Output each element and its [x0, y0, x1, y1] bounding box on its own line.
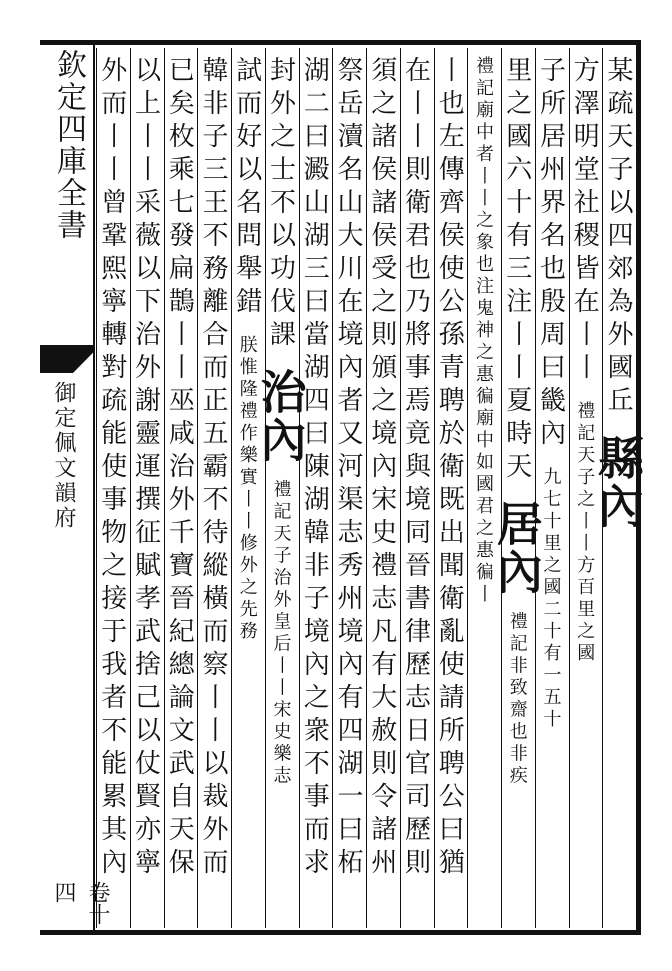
- column-text: 某疏天子以四郊為外國丘: [603, 56, 633, 419]
- text-column-6: [434, 48, 468, 928]
- text-column-1: [591, 48, 645, 928]
- column-text: 祭岳瀆名山大川在境內者又河渠志秀州境內有四湖一曰柘: [333, 56, 363, 881]
- column-text: 里之國六十有三注丨丨夏時天: [501, 56, 532, 485]
- text-column-10: [299, 48, 333, 928]
- book-subtitle: 御定佩文韻府: [51, 381, 76, 531]
- entry-heading: 治內: [253, 368, 308, 465]
- entry-heading: 居內: [489, 500, 544, 597]
- text-column-16: [96, 48, 130, 928]
- column-text: 以上丨丨采薇以下治外謝靈運撰征賦孝武捨己以仗賢亦寧: [130, 56, 161, 881]
- text-column-9: [332, 48, 366, 928]
- fish-tail-mark: [40, 345, 95, 373]
- text-column-8: [366, 48, 400, 928]
- column-text: 丨也左傳齊侯使公孫青聘於衛既出聞衛亂使請所聘公曰猶: [434, 56, 465, 881]
- text-column-13: [197, 48, 231, 928]
- inline-note: 禮記廟中者丨丨之象也注鬼神之惠徧廟中如國君之惠徧丨: [473, 56, 494, 606]
- column-text: 封外之士不以功伐課: [265, 56, 296, 353]
- column-text: 試而好以名問舉錯: [231, 56, 262, 320]
- book-title: 欽定四庫全書: [51, 49, 86, 241]
- text-column-4: [489, 48, 544, 928]
- text-columns: [96, 48, 645, 928]
- column-text: 已矣枚乘七發扁鵲丨丨巫咸治外千寶晉紀總論文武自天保: [164, 56, 195, 881]
- inline-note: 九七十里之國二十有一五十: [540, 467, 562, 732]
- column-text: 在丨丨則衛君也乃將事焉竟與境同晉書律歷志日官司歷則: [400, 56, 431, 881]
- column-text: 外而丨丨曾鞏熙寧轉對疏能使事物之接于我者不能累其內: [96, 56, 127, 881]
- text-column-3: [535, 48, 569, 928]
- page-number: 卷十四: [51, 881, 110, 925]
- column-text: 須之諸侯諸侯受之則頒之境內宋史禮志凡有大赦則令諸州: [366, 56, 397, 881]
- column-text: 方澤明堂社稷皆在丨丨: [569, 56, 600, 386]
- column-text: 湖二曰澱山湖三曰當湖四曰陳湖韓非子境內之衆不事而求: [299, 56, 330, 881]
- text-column-15: [130, 48, 164, 928]
- top-border: [40, 40, 640, 45]
- entry-heading: 縣內: [591, 434, 645, 531]
- inline-note: 朕惟隆禮作樂實丨丨修外之先務: [236, 335, 258, 644]
- bottom-border: [40, 930, 640, 935]
- inline-note: 禮記非致齋也非疾: [506, 611, 528, 788]
- text-column-5: [467, 48, 501, 928]
- text-column-7: [400, 48, 434, 928]
- margin-gutter: [40, 45, 110, 930]
- column-text: 韓非子三王不務離合而正五霸不待縱橫而察丨丨以裁外而: [198, 56, 228, 881]
- inline-note: 禮記天子治外皇后丨丨宋史樂志: [270, 479, 292, 788]
- text-column-14: [164, 48, 198, 928]
- text-column-12: [231, 48, 265, 928]
- text-column-11: [253, 48, 308, 928]
- column-text: 子所居州界名也殷周曰畿內: [535, 56, 566, 452]
- inline-note: 禮記天子之丨丨方百里之國: [574, 401, 596, 666]
